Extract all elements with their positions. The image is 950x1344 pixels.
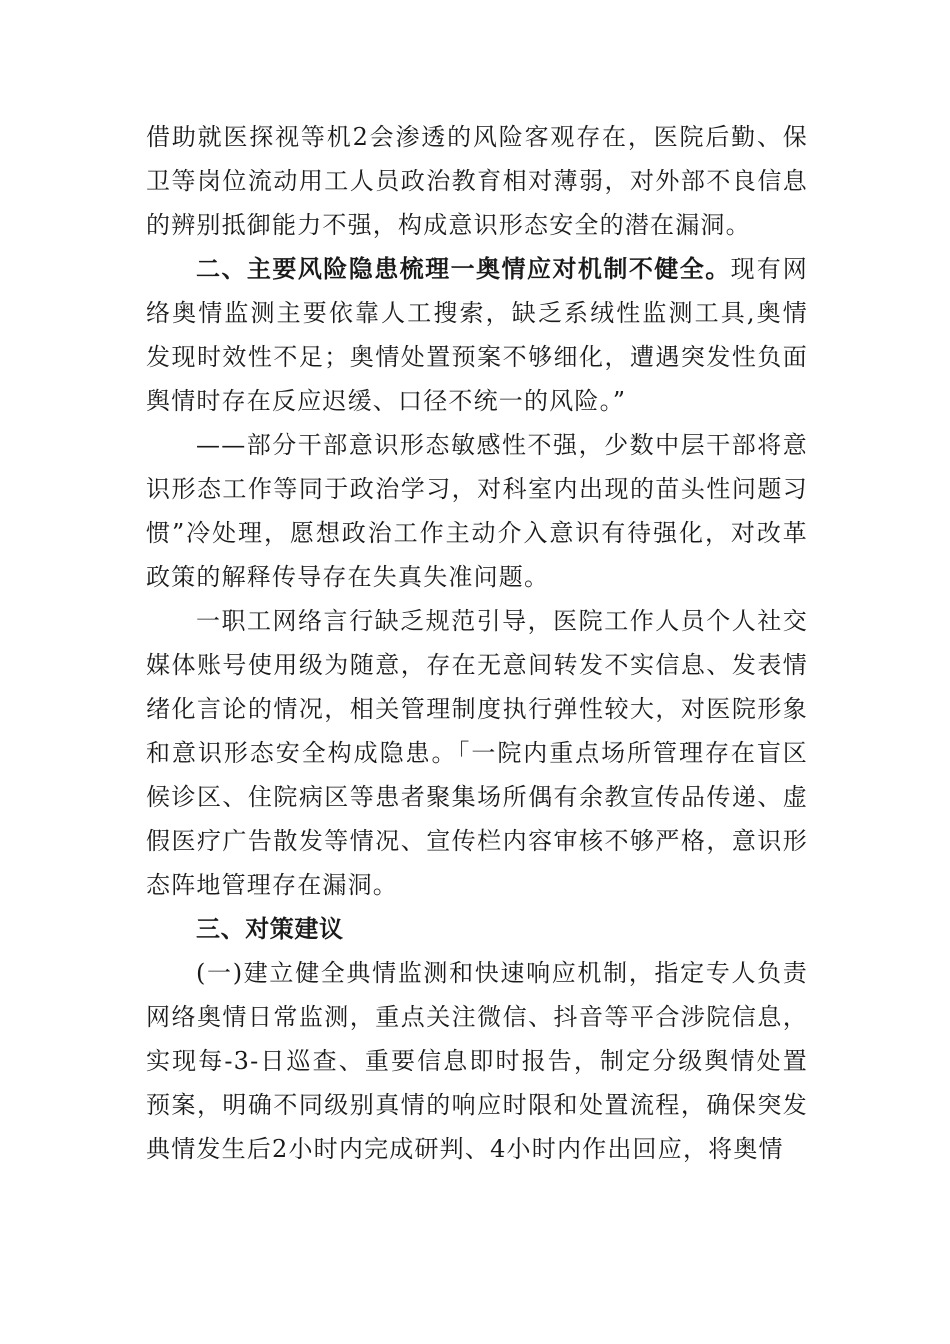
- paragraph-text: 借助就医探视等机2会渗透的风险客观存在，医院后勤、保卫等岗位流动用工人员政治教育相对薄弱，对外部不良信息的辨别抵御能力不强，构成意识形态安全的潜在漏洞。: [146, 123, 808, 239]
- paragraph-cadre-awareness: [146, 423, 808, 599]
- section-heading: 二、主要风险隐患梳理一奥情应对机制不健全。: [196, 255, 731, 283]
- paragraph-text: 现有网络奥情监测主要依靠人工搜索，缺乏系绒性监测工具,奥情发现时效性不足；奥情处置预案不够细化，遭遇突发性负面舆情时存在反应迟缓、口径不统一的风险。”: [146, 255, 808, 415]
- paragraph-text: ——部分干部意识形态敏感性不强，少数中层干部将意识形态工作等同于政治学习，对科室内出现的苗头性问题习惯”冷处理，愿想政治工作主动介入意识有待强化，对改革政策的解释传导存在失真失准问题。: [146, 431, 808, 591]
- paragraph-text: (一)建立健全典情监测和快速响应机制，指定专人负责网络奥情日常监测，重点关注微信、抖音等平合涉院信息，实现每-3-日巡查、重要信息即时报告，制定分级舆情处置预案，明确不同级别真情的响应时限和处置流程，确保突发典情发生后2小时内完成研判、4小时内作出回应，将奥情: [146, 959, 808, 1163]
- section-heading: 三、对策建议: [196, 915, 344, 943]
- paragraph-continuation: [146, 115, 808, 247]
- paragraph-section-two: [146, 247, 808, 423]
- paragraph-staff-online-conduct: [146, 599, 808, 907]
- paragraph-section-three: [146, 907, 808, 951]
- paragraph-text: 一职工网络言行缺乏规范引导，医院工作人员个人社交媒体账号使用级为随意，存在无意间转发不实信息、发表情绪化言论的情况，相关管理制度执行弹性较大，对医院形象和意识形态安全构成隐患。「一院内重点场所管理存在盲区候诊区、住院病区等患者聚集场所偶有余教宣传品传递、虚假医疗广告散发等情况、宣传栏内容审核不够严格，意识形态阵地管理存在漏洞。: [146, 607, 808, 899]
- paragraph-measure-one: [146, 951, 808, 1171]
- document-body: [146, 115, 808, 1171]
